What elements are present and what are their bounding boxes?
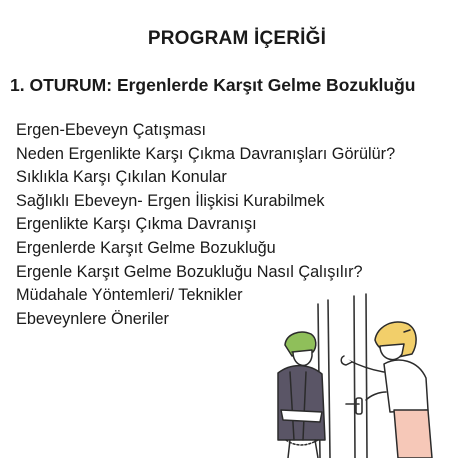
page-title: PROGRAM İÇERİĞİ [147,28,327,49]
list-item: Ergenlerde Karşıt Gelme Bozukluğu [16,238,276,257]
list-item: Müdahale Yöntemleri/ Teknikler [16,286,243,305]
list-item: Ergen-Ebeveyn Çatışması [16,121,207,139]
list-item: Ergenle Karşıt Gelme Bozukluğu Nasıl Çalışılır? [16,262,363,281]
list-item: Ebeveynlere Öneriler [16,309,169,328]
list-item: Sağlıklı Ebeveyn- Ergen İlişkisi Kurabilmek [16,191,325,210]
list-item: Sıklıkla Karşı Çıkılan Konular [16,168,227,187]
list-item: Ergenlikte Karşı Çıkma Davranışı [16,215,257,234]
list-item: Neden Ergenlikte Karşı Çıkma Davranışları Görülür? [16,144,396,163]
session-title: 1. OTURUM: Ergenlerde Karşıt Gelme Bozukluğu [10,75,416,95]
